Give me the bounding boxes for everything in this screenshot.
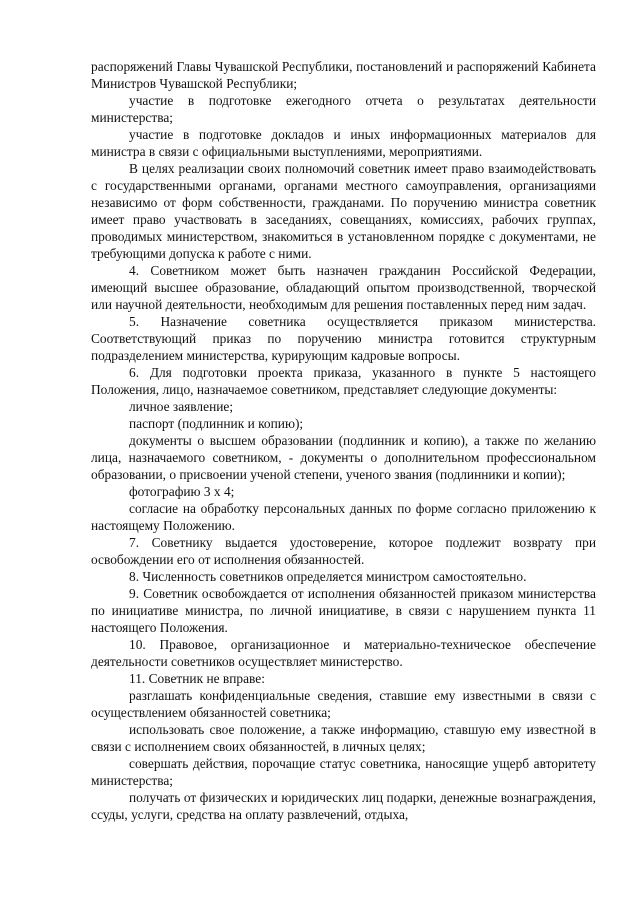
paragraph-continuation: распоряжений Главы Чувашской Республики, постановлений и распоряжений Кабинета Министров Чувашской Республики;	[91, 59, 596, 91]
paragraph-item-7: 7. Советнику выдается удостоверение, которое подлежит возврату при освобождении его от исполнения обязанностей.	[91, 535, 596, 567]
list-item-position-use: использовать свое положение, а также информацию, ставшую ему известной в связи с исполнением своих обязанностей, в личных целях;	[91, 722, 596, 754]
list-item-passport: паспорт (подлинник и копию);	[129, 416, 304, 431]
paragraph-reports-materials: участие в подготовке докладов и иных информационных материалов для министра в связи с официальными выступлениями, мероприятиями.	[91, 127, 596, 159]
list-item-disclosure: разглашать конфиденциальные сведения, ставшие ему известными в связи с осуществлением обязанностей советника;	[91, 688, 596, 720]
paragraph-item-11: 11. Советник не вправе:	[129, 671, 265, 686]
paragraph-item-5: 5. Назначение советника осуществляется приказом министерства. Соответствующий приказ по поручению министра готовится структурным подразделением министерства, курирующим кадровые вопросы.	[91, 314, 596, 363]
list-item-consent: согласие на обработку персональных данных по форме согласно приложению к настоящему Положению.	[91, 501, 596, 533]
paragraph-powers: В целях реализации своих полномочий советник имеет право взаимодействовать с государственными органами, органами местного самоуправления, организациями независимо от форм собственности, гражданами. По поручению министра советник имеет право участвовать в заседаниях, совещаниях, комиссиях, рабочих группах, проводимых министерством, знакомиться в установленном порядке с документами, не требующими допуска к работе с ними.	[91, 161, 596, 261]
list-item-photo: фотографию 3 х 4;	[129, 484, 235, 499]
paragraph-item-6: 6. Для подготовки проекта приказа, указанного в пункте 5 настоящего Положения, лицо, назначаемое советником, представляет следующие документы:	[91, 365, 596, 397]
list-item-gifts: получать от физических и юридических лиц подарки, денежные вознаграждения, ссуды, услуги, средства на оплату развлечений, отдыха,	[91, 790, 596, 822]
paragraph-item-9: 9. Советник освобождается от исполнения обязанностей приказом министерства по инициативе министра, по личной инициативе, в связи с нарушением пункта 11 настоящего Положения.	[91, 586, 596, 635]
paragraph-item-8: 8. Численность советников определяется министром самостоятельно.	[129, 569, 527, 584]
list-item-application: личное заявление;	[129, 399, 234, 414]
list-item-education: документы о высшем образовании (подлинник и копию), а также по желанию лица, назначаемого советником, - документы о дополнительном профессиональном образовании, о присвоении ученой степени, ученого звания (подлинники и копии);	[91, 433, 596, 482]
document-page	[91, 58, 596, 823]
paragraph-item-10: 10. Правовое, организационное и материально-техническое обеспечение деятельности советников осуществляет министерство.	[91, 637, 596, 669]
paragraph-item-4: 4. Советником может быть назначен гражданин Российской Федерации, имеющий высшее образование, обладающий опытом производственной, творческой или научной деятельности, необходимым для решения поставленных перед ним задач.	[91, 263, 596, 312]
list-item-discrediting: совершать действия, порочащие статус советника, наносящие ущерб авторитету министерства;	[91, 756, 596, 788]
paragraph-annual-report: участие в подготовке ежегодного отчета о результатах деятельности министерства;	[91, 93, 596, 125]
